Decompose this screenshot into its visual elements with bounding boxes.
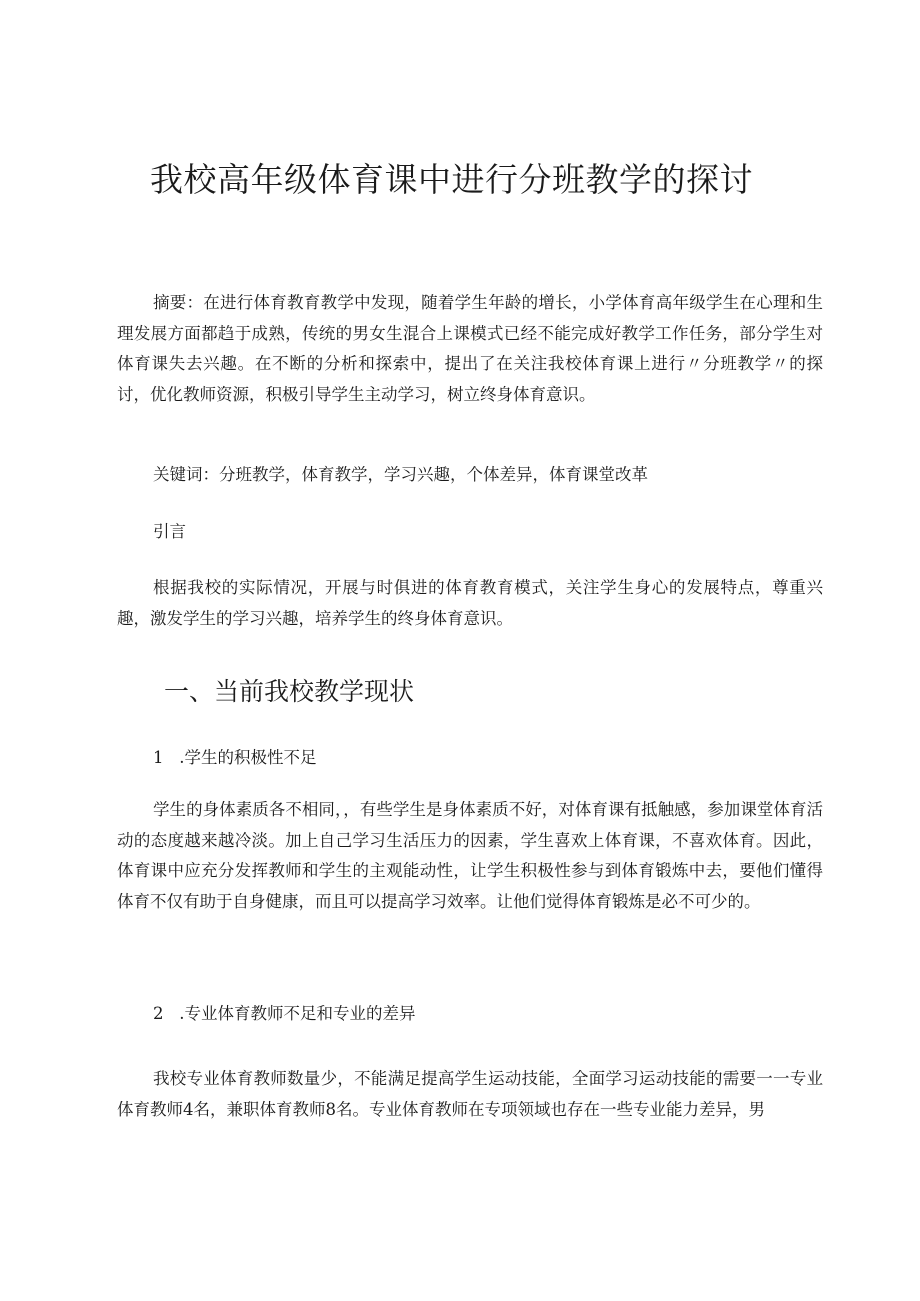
abstract-paragraph: 摘要：在进行体育教育教学中发现，随着学生年龄的增长，小学体育高年级学生在心理和生理发展方面都趋于成熟，传统的男女生混合上课模式已经不能完成好教学工作任务，部分学生对体育课失去兴趣。在不断的分析和探索中，提出了在关注我校体育课上进行〃分班教学〃的探讨，优化教师资源，积极引导学生主动学习，树立终身体育意识。 — [117, 293, 823, 404]
subsection-1-paragraph: 学生的身体素质各不相同，，有些学生是身体素质不好，对体育课有抵触感，参加课堂体育活动的态度越来越冷淡。加上自己学习生活压力的因素，学生喜欢上体育课，不喜欢体育。因此，体育课中应充分发挥教师和学生的主观能动性，让学生积极性参与到体育锻炼中去，要他们懂得体育不仅有助于自身健康，而且可以提高学习效率。让他们觉得体育锻炼是必不可少的。 — [117, 800, 823, 911]
subsection-2-paragraph: 我校专业体育教师数量少，不能满足提高学生运动技能，全面学习运动技能的需要一一专业体育教师4名，兼职体育教师8名。专业体育教师在专项领域也存在一些专业能力差异，男 — [117, 1069, 823, 1119]
subsection-2-heading: 2 .专业体育教师不足和专业的差异 — [153, 1004, 416, 1023]
intro-heading: 引言 — [153, 522, 186, 541]
keywords-line: 关键词：分班教学，体育教学，学习兴趣，个体差异，体育课堂改革 — [153, 465, 648, 484]
subsection-1-heading: 1 .学生的积极性不足 — [153, 748, 317, 767]
document-title: 我校高年级体育课中进行分班教学的探讨 — [150, 160, 753, 199]
intro-paragraph: 根据我校的实际情况，开展与时俱进的体育教育模式，关注学生身心的发展特点，尊重兴趣，激发学生的学习兴趣，培养学生的终身体育意识。 — [117, 578, 823, 628]
section-1-heading: 一、当前我校教学现状 — [164, 677, 415, 706]
